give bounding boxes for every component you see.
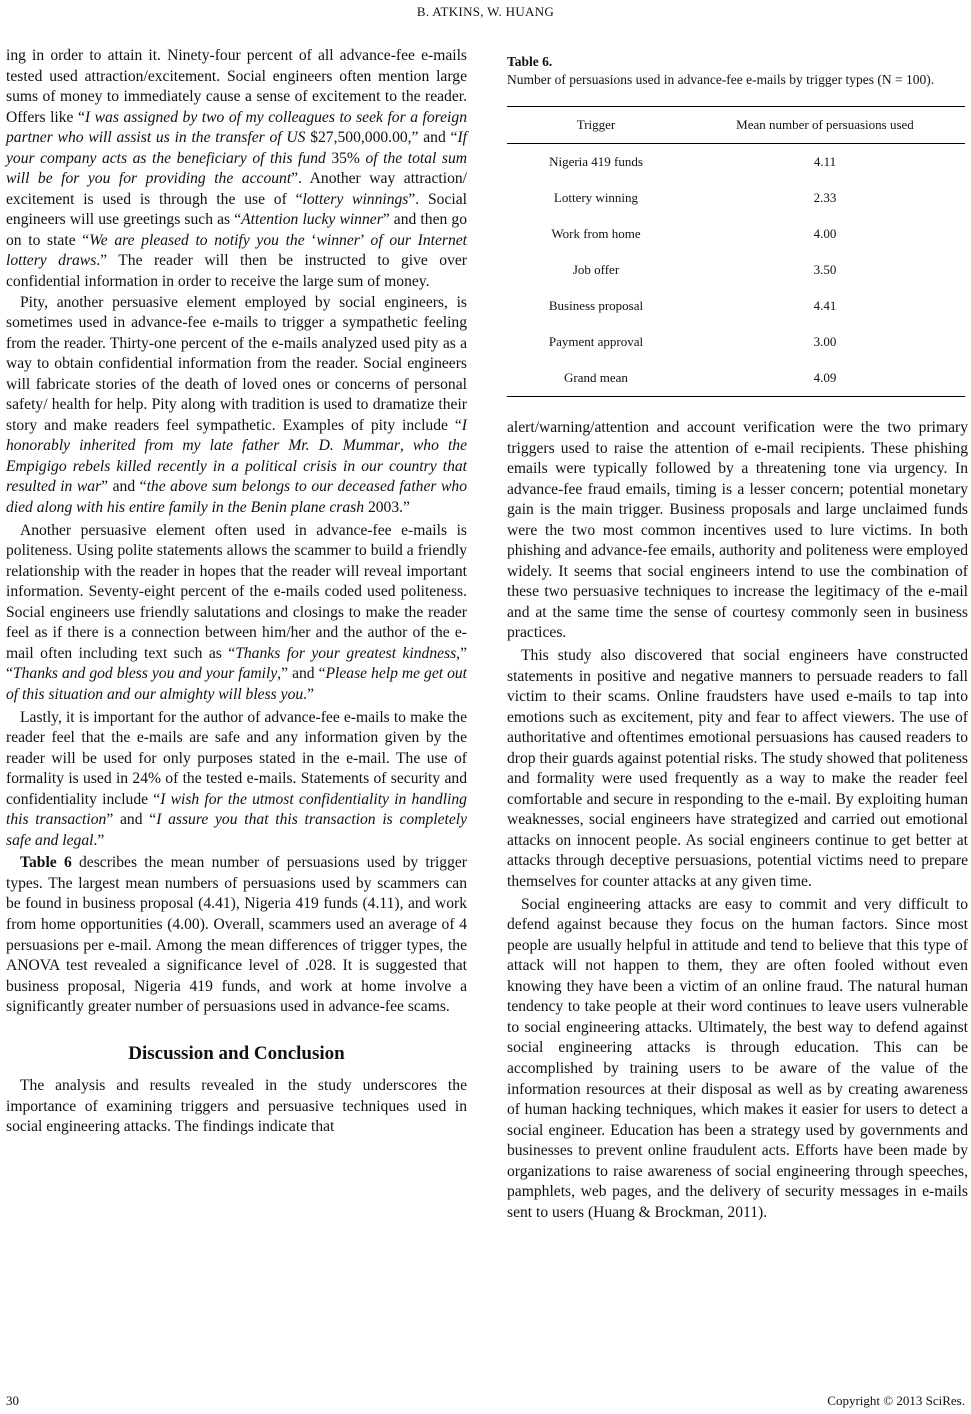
mean-cell: 4.41: [813, 298, 837, 313]
paragraph-attraction: [6, 46, 467, 293]
paragraph-persuasion-findings: This study also discovered that social engineers have constructed statements in positive and negative manners to persuade readers to fall victim to their scams. Online fraudsters have used e-mails to tap into emotions such as excitement, pity and fear to affect viewers. The use of authoritative and oftentimes emotional persuasions has caused readers to drop their guards against potential risks. The study showed that politeness and formality were used frequently as a way to make the reader feel comfortable and secure in responding to the e-mail. By exploiting human weaknesses, social engineers have strategized and carried out emotional attacks on innocent people. As social engineers continue to get better at attacks through deceptive persuasions, potential victims need to prepare themselves for counter attacks at any given time.: [507, 647, 968, 891]
text-run: ” and “: [106, 811, 157, 829]
table-6: [507, 54, 965, 397]
trigger-cell: Nigeria 419 funds: [549, 154, 643, 169]
text-run: ,: [399, 437, 413, 455]
text-run: 2003.”: [364, 499, 410, 517]
text-run: ”. Social engineers will use greetings such as “: [6, 190, 467, 229]
text-run: .”: [303, 685, 314, 703]
paragraph-politeness: [6, 521, 467, 706]
paragraph-education: Social engineering attacks are easy to commit and very difficult to defend against because they focus on the human factors. Since most people are usually helpful in attitude and tend to believe that this type of attack will not happen to them, they are often fooled without even knowing they have been a victim of an online fraud. The natural human tendency to take people at their word continues to leave users vulnerable to social engineering attacks. Ultimately, the best way to defend against social engineering attacks is through education. This can be accomplished by training users to be aware of the value of the information resources at their disposal as well as by creating awareness of human hacking techniques, which makes it easier for users to detect a social engineer. Education has been a strategy used by governments and businesses to prevent online fraudulent acts. Efforts have been made by organizations to raise awareness of social engineering through speeches, pamphlets, web pages, and the delivery of security messages in e-mails sent to users (Huang & Brockman, 2011).: [507, 895, 968, 1221]
text-run: .” The reader will then be instructed to give over confidential information in order to receive the large sum of money.: [6, 252, 467, 291]
table-row: [507, 324, 965, 360]
text-run: ‘: [304, 231, 317, 249]
quote-run: the above sum belongs to our deceased father who died along with his entire family in the Benin plane crash: [6, 478, 467, 517]
quote-run: I was assigned by two of my colleagues to seek for a foreign partner who will assist us in the transfer of US: [6, 108, 467, 147]
copyright-notice: Copyright © 2013 SciRes.: [827, 1393, 965, 1408]
mean-cell: 4.11: [813, 154, 837, 169]
trigger-cell: Business proposal: [548, 298, 644, 313]
quote-run: Please help me get out of this situation and our almighty will bless you: [6, 665, 467, 703]
quote-run: I honorably inherited from my late father Mr. D. Mummar: [6, 416, 467, 455]
quote-run: of our Internet lottery draws: [6, 231, 468, 270]
section-heading: Discussion and Conclusion: [128, 1042, 345, 1064]
table-row: [507, 288, 965, 324]
paragraph-formality: [6, 708, 467, 852]
quote-run: lottery winnings: [302, 190, 409, 208]
table-row: [507, 180, 965, 216]
text-run: describes the mean number of persuasions used by trigger types. The largest mean numbers of persuasions used by scammers can be found in business proposal (4.41), Nigeria 419 funds (4.11), and work from home opportunities (4.00). Overall, scammers used an average of 4 persuasions per e-mail. Among the mean differences of trigger types, the ANOVA test revealed a significance level of .028. It is suggested that business proposal, Nigeria 419 funds, and work at home involve a significantly greater number of persuasions used in advance-fee scams.: [6, 854, 467, 1016]
quote-run: Thanks and god bless you and your family: [12, 665, 278, 683]
column-header-mean: Mean number of persuasions used: [685, 107, 965, 144]
mean-cell: 3.50: [813, 262, 837, 277]
table-row: [507, 144, 965, 181]
text-run: $27,500,000.00,” and “: [305, 129, 458, 147]
table-row: [507, 216, 965, 252]
mean-cell: 4.00: [813, 226, 837, 241]
paragraph-pity: [6, 293, 467, 519]
running-head: B. ATKINS, W. HUANG: [416, 4, 555, 19]
text-run: Lastly, it is important for the author of advance-fee e-mails to make the reader feel that the e-mails are safe and any information given by the reader will be used for only purposes stated in the e-mail. The use of formality is used in 24% of the tested e-mails. Statements of security and confidentiality include “: [6, 708, 467, 808]
quote-run: winner: [316, 231, 360, 249]
trigger-cell: Job offer: [572, 262, 620, 277]
data-table: [507, 106, 965, 397]
paragraph-table-description: [6, 853, 467, 1017]
table-title: Table 6.: [507, 54, 553, 69]
quote-run: Attention lucky winner: [241, 211, 383, 229]
page-number: 30: [6, 1393, 19, 1408]
quote-run: If your company acts as the beneficiary of this fund: [6, 129, 467, 167]
right-column: [507, 418, 968, 1223]
text-run: ’: [359, 231, 371, 249]
paragraph-discussion-start: The analysis and results revealed in the study underscores the importance of examining triggers and persuasive techniques used in social engineering attacks. The findings indicate that: [6, 1077, 467, 1136]
text-run: 35%: [325, 149, 366, 167]
left-column: [6, 46, 467, 1138]
quote-run: Thanks for your greatest kindness: [235, 644, 457, 662]
paragraph-triggers: alert/warning/attention and account verification were the two primary triggers used to raise the attention of e-mail recipients. These phishing emails were typically followed by a threatening tone via urgency. In advance-fee fraud emails, timing is a lesser concern; potential monetary gain is the main trigger. Business proposals and large unclaimed funds were the two most common incentives used to lure victims. In both phishing and advance-fee emails, authority and politeness were employed widely. It seems that social engineers intend to use the combination of these two persuasive techniques to increase the legitimacy of the e-mail and at the same time the sense of courtesy commonly seen in business practices.: [507, 419, 968, 642]
trigger-cell: Grand mean: [507, 360, 685, 397]
text-run: .”: [93, 831, 105, 849]
quote-run: I wish for the utmost confidentiality in handling this transaction: [6, 790, 467, 829]
quote-run: We are pleased to notify you the: [89, 231, 305, 249]
table-header-row: [507, 107, 965, 144]
trigger-cell: Payment approval: [548, 334, 644, 349]
text-run: ” and “: [101, 478, 147, 496]
trigger-cell: Lottery winning: [553, 190, 639, 205]
quote-run: I assure you that this transaction is completely safe and legal: [6, 811, 468, 849]
table-caption: Number of persuasions used in advance-fee e-mails by trigger types (N = 100).: [507, 72, 935, 87]
text-run: ,” “: [6, 644, 467, 683]
quote-run: who the Empigigo rebels killed recently in a political crisis in our country that resulted in war: [6, 437, 467, 496]
text-run: ”. Another way attraction/ excitement is used is through the use of “: [6, 170, 467, 208]
column-header-trigger: Trigger: [507, 107, 685, 144]
mean-cell: 2.33: [813, 190, 837, 205]
text-run: ing in order to attain it. Ninety-four percent of all advance-fee e-mails tested used attraction/excitement. Social engineers often mention large sums of money to immediately cause a sense of excitement to the reader. Offers like “: [6, 47, 467, 126]
text-run: Another persuasive element often used in advance-fee e-mails is politeness. Using polite statements allows the scammer to build a friendly relationship with the reader in hopes that the reader will reveal important information. Seventy-eight percent of the e-mails coded used politeness. Social engineers use friendly salutations and closings to make the reader feel as if there is a connection between him/her and the author of the e-mail often including text such as “: [6, 521, 467, 662]
table-row: [507, 252, 965, 288]
text-run: ” and then go on to state “: [6, 211, 467, 249]
table-row-total: [507, 360, 965, 397]
text-run: ,” and “: [277, 665, 326, 683]
quote-run: of the total sum will be for you for providing the account: [6, 149, 467, 188]
trigger-cell: Work from home: [551, 226, 641, 241]
text-run: Pity, another persuasive element employed by social engineers, is sometimes used in advance-fee e-mails to trigger a sympathetic feeling from the reader. Thirty-one percent of the e-mails analyzed used pity as a way to obtain confidential information from the reader. Social engineers will fabricate stories of the death of loved ones or concerns of personal safety/ health for help. Pity along with tradition is used to dramatize their story and make readers feel sympathetic. Examples of pity include “: [6, 293, 467, 434]
mean-cell: 3.00: [813, 334, 837, 349]
mean-cell: 4.09: [685, 360, 965, 397]
table-reference: Table 6: [20, 854, 72, 872]
